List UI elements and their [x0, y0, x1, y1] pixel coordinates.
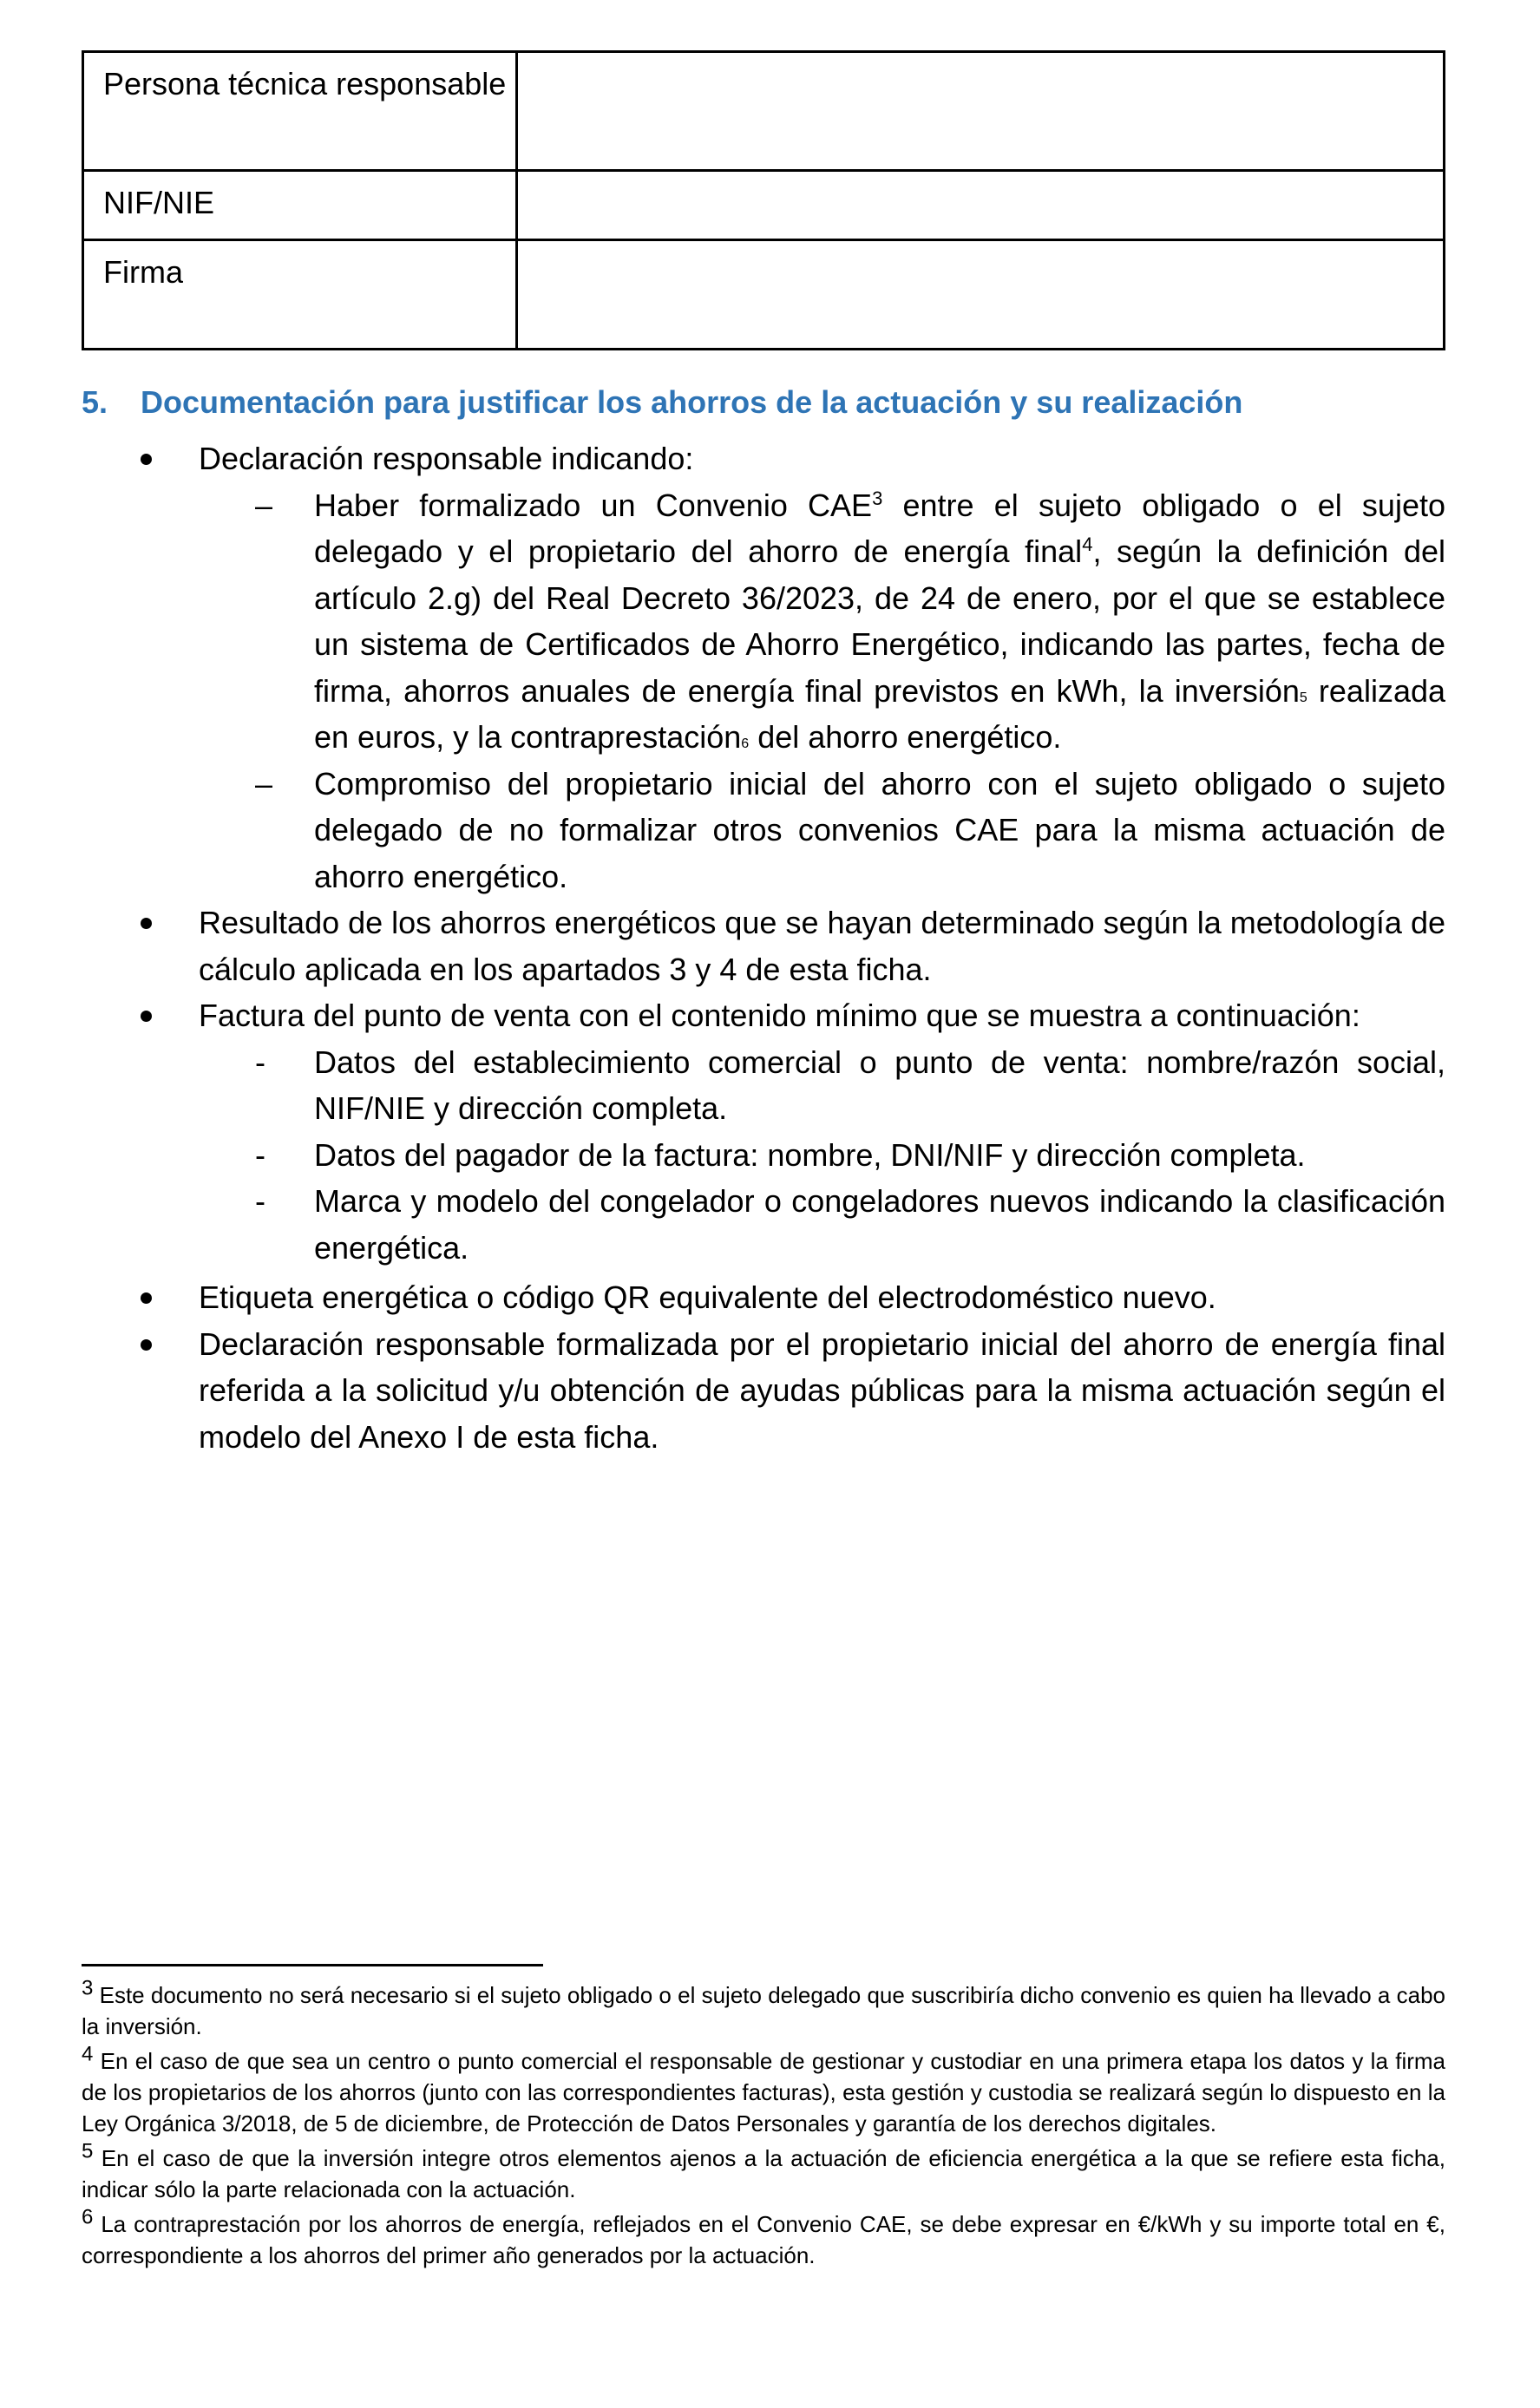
list-item — [82, 435, 1445, 482]
list-item — [82, 482, 1445, 761]
bullet-icon — [141, 918, 152, 929]
dash-icon: - — [255, 1136, 265, 1173]
section-body — [82, 435, 1445, 1460]
list-item-text: realizada en euros, y la contraprestación — [314, 672, 1446, 755]
list-item-text: Marca y modelo del congelador o congeladores nuevos indicando la clasificación energética. — [314, 1183, 1445, 1266]
list-item-text: Datos del establecimiento comercial o punto de venta: nombre/razón social, NIF/NIE y dirección completa. — [314, 1044, 1445, 1126]
list-item — [82, 992, 1445, 1039]
bullet-icon — [141, 1292, 152, 1304]
footnote-text: En el caso de que sea un centro o punto comercial el responsable de gestionar y custodiar en una primera etapa los datos y la firma de los propietarios de los ahorros (junto con las correspondientes facturas), esta gestión y custodia se realizará según lo dispuesto en la Ley Orgánica 3/2018, de 5 de diciembre, de Protección de Datos Personales y garantía de los derechos digitales. — [82, 2048, 1445, 2136]
bullet-icon — [141, 1339, 152, 1351]
list-item-text: entre el sujeto obligado o el sujeto delegado y el propietario del ahorro de energía final — [314, 487, 1445, 569]
list-item — [82, 1178, 1445, 1271]
footnote-text: Este documento no será necesario si el sujeto obligado o el sujeto delegado que suscribiría dicho convenio es quien ha llevado a cabo la inversión. — [82, 1982, 1445, 2039]
table-row — [83, 171, 1445, 240]
table-label-firma: Firma — [83, 240, 517, 350]
footnote-ref[interactable]: 4 — [1082, 533, 1093, 555]
list-item — [82, 761, 1445, 900]
list-item-text: , según la definición del artículo 2.g) del Real Decreto 36/2023, de 24 de enero, por el que se establece un sistema de Certificados de Ahorro Energético, indicando las partes, fecha de firma, ahorros anuales de energía final previstos en kWh, la inversión — [314, 533, 1445, 709]
footnote-mark: 4 — [82, 2042, 94, 2066]
signature-table — [82, 50, 1445, 350]
list-item-text: Compromiso del propietario inicial del ahorro con el sujeto obligado o sujeto delegado de no formalizar otros convenios CAE para la misma actuación de ahorro energético. — [314, 765, 1445, 894]
footnote-separator — [82, 1964, 543, 1966]
list-item-text: Declaración responsable indicando: — [199, 441, 694, 476]
table-value-persona-tecnica — [517, 52, 1445, 171]
section-heading — [82, 380, 1445, 425]
footnote-ref[interactable]: 5 — [1299, 690, 1307, 705]
footnote — [82, 2205, 1445, 2271]
footnote-mark: 6 — [82, 2205, 94, 2229]
list-item-text: Haber formalizado un Convenio CAE — [314, 487, 873, 523]
footnote-mark: 5 — [82, 2139, 94, 2163]
list-item — [82, 1274, 1445, 1321]
bullet-icon — [141, 454, 152, 465]
list-item-text: del ahorro energético. — [749, 719, 1062, 755]
footnote-ref[interactable]: 6 — [741, 736, 750, 751]
list-item-text: Declaración responsable formalizada por el propietario inicial del ahorro de energía final referida a la solicitud y/u obtención de ayudas públicas para la misma actuación según el modelo del Anexo I de esta ficha. — [199, 1325, 1445, 1455]
table-label-nif-nie: NIF/NIE — [83, 171, 517, 240]
dash-icon: – — [255, 765, 273, 802]
dash-icon: - — [255, 1183, 265, 1219]
dash-icon: – — [255, 487, 273, 523]
table-row — [83, 240, 1445, 350]
footnote — [82, 1976, 1445, 2042]
list-item — [82, 1321, 1445, 1461]
bullet-icon — [141, 1011, 152, 1022]
table-row — [83, 52, 1445, 171]
dash-icon: - — [255, 1044, 265, 1080]
table-label-persona-tecnica: Persona técnica responsable — [83, 52, 517, 171]
list-item — [82, 900, 1445, 992]
list-item-text: Etiqueta energética o código QR equivalente del electrodoméstico nuevo. — [199, 1279, 1216, 1315]
footnotes — [82, 1976, 1445, 2274]
footnote-ref[interactable]: 3 — [872, 487, 883, 509]
footnote-text: La contraprestación por los ahorros de energía, reflejados en el Convenio CAE, se debe expresar en €/kWh y su importe total en €, correspondiente a los ahorros del primer año generados por la actuación. — [82, 2211, 1445, 2268]
footnote — [82, 2139, 1445, 2205]
footnote-text: En el caso de que la inversión integre otros elementos ajenos a la actuación de eficiencia energética a la que se refiere esta ficha, indicar sólo la parte relacionada con la actuación. — [82, 2145, 1445, 2202]
list-item-text: Datos del pagador de la factura: nombre, DNI/NIF y dirección completa. — [314, 1136, 1306, 1173]
table-value-nif-nie — [517, 171, 1445, 240]
table-value-firma — [517, 240, 1445, 350]
list-item-text: Resultado de los ahorros energéticos que se hayan determinado según la metodología de cálculo aplicada en los apartados 3 y 4 de esta ficha. — [199, 905, 1445, 987]
footnote — [82, 2042, 1445, 2139]
list-item — [82, 1132, 1445, 1179]
list-item — [82, 1039, 1445, 1132]
list-item-text: Factura del punto de venta con el contenido mínimo que se muestra a continuación: — [199, 998, 1360, 1033]
section-title: Documentación para justificar los ahorros de la actuación y su realización — [141, 384, 1243, 420]
footnote-mark: 3 — [82, 1976, 94, 2000]
section-number: 5. — [82, 384, 108, 420]
